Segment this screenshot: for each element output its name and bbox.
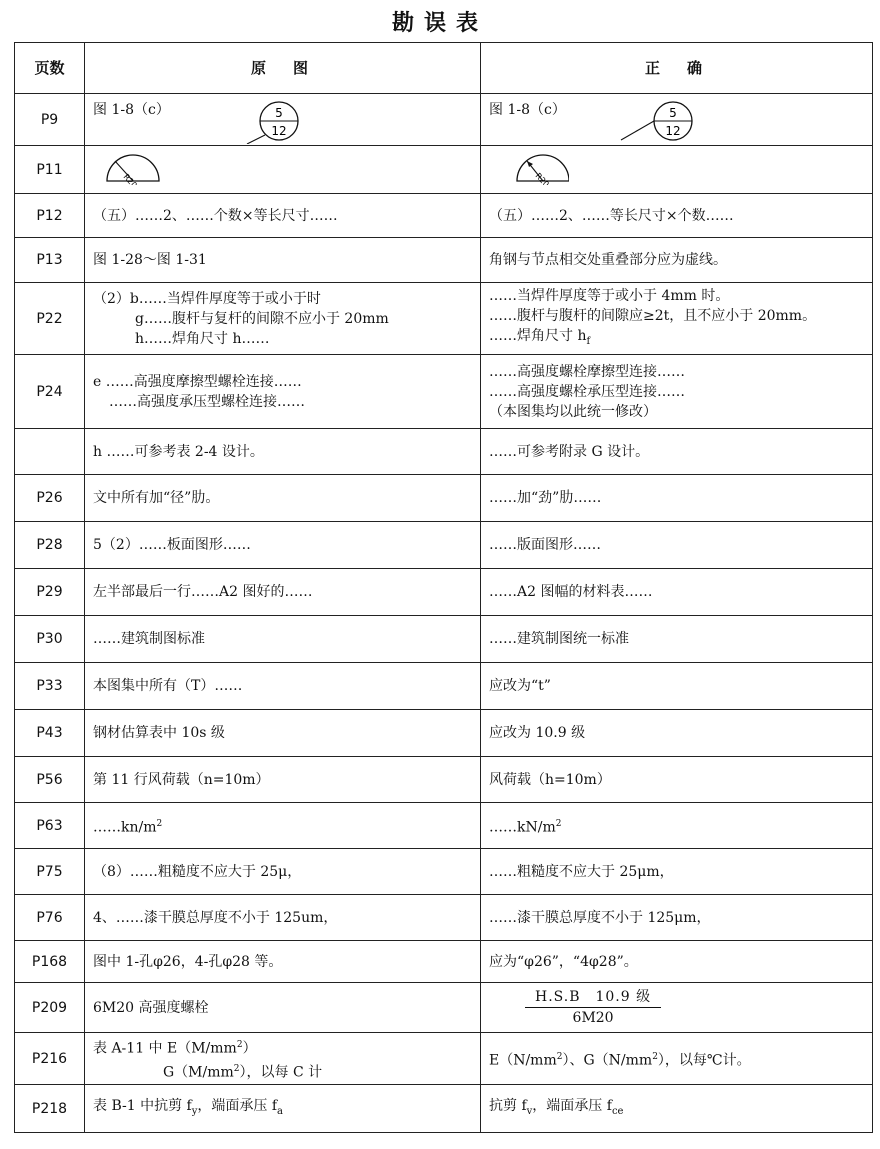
- fraction-bottom: 12: [271, 123, 287, 138]
- row-correct: 应改为“t”: [481, 663, 873, 710]
- row-page: P30: [15, 616, 85, 663]
- row-correct: 抗剪 $f_v$，端面承压 $f_{ce}$: [481, 1085, 873, 1133]
- table-row: [15, 238, 873, 283]
- row-page: P216: [15, 1033, 85, 1085]
- row-correct: 风荷载（h=10m）: [481, 757, 873, 803]
- row-correct: [481, 983, 873, 1033]
- row-original: 文中所有加“径”肋。: [85, 475, 481, 522]
- row-correct: ……高强度螺栓摩擦型连接…… ……高强度螺栓承压型连接…… （本图集均以此统一修改）: [481, 355, 873, 429]
- row-page: P75: [15, 849, 85, 895]
- row-original: 表 B-1 中抗剪 $f_y$，端面承压 $f_a$: [85, 1085, 481, 1133]
- row-page: P11: [15, 146, 85, 194]
- table-row: [15, 94, 873, 146]
- header-page: 页数: [15, 43, 85, 94]
- row-original: $\dots\dots kn/m^2$: [85, 803, 481, 849]
- row-page: P29: [15, 569, 85, 616]
- row-original: 图中 1-孔φ26，4-孔φ28 等。: [85, 941, 481, 983]
- row-page: P63: [15, 803, 85, 849]
- row-correct: ……加“劲”肋……: [481, 475, 873, 522]
- row-original: （2）b……当焊件厚度等于或小于时 g……腹杆与复杆的间隙不应小于 20mm h……焊角尺寸 h……: [85, 283, 481, 355]
- table-row: [15, 569, 873, 616]
- table-header-row: [15, 43, 873, 94]
- fraction-top: 5: [669, 105, 677, 120]
- row-original: e ……高强度摩擦型螺栓连接…… ……高强度承压型螺栓连接……: [85, 355, 481, 429]
- header-correct: 正 确: [481, 43, 873, 94]
- row-correct: ……粗糙度不应大于 25μm，: [481, 849, 873, 895]
- row-page: P26: [15, 475, 85, 522]
- hsb-fraction: $\frac{\text{H.S.B 10.9 级}}{6M20}$: [525, 987, 661, 1028]
- figure-1-8c-original: [93, 98, 472, 142]
- table-row: [15, 849, 873, 895]
- table-row: [15, 1085, 873, 1133]
- row-correct: [481, 146, 873, 194]
- table-row: [15, 1033, 873, 1085]
- table-row: [15, 355, 873, 429]
- table-row: [15, 283, 873, 355]
- row-correct: $\dots\dots kN/m^2$: [481, 803, 873, 849]
- figure-label: 图 1-8（c）: [93, 101, 170, 118]
- errata-table: [14, 42, 873, 1133]
- table-row: [15, 803, 873, 849]
- row-correct: ……版面图形……: [481, 522, 873, 569]
- row-correct: $E(N/mm^2)$、$G(N/mm^2)$，以每℃计。: [481, 1033, 873, 1085]
- row-original: （8）……粗糙度不应大于 25μ，: [85, 849, 481, 895]
- figure-label: 图 1-8（c）: [489, 101, 566, 118]
- figure-1-8c-correct: [489, 98, 864, 142]
- table-row: [15, 663, 873, 710]
- radius-label: R20: [533, 170, 551, 185]
- row-original: 4、……漆干膜总厚度不小于 125um，: [85, 895, 481, 941]
- row-correct: 角钢与节点相交处重叠部分应为虚线。: [481, 238, 873, 283]
- row-correct: ……漆干膜总厚度不小于 125μm，: [481, 895, 873, 941]
- row-page: P209: [15, 983, 85, 1033]
- row-correct: [481, 94, 873, 146]
- table-row: [15, 146, 873, 194]
- fraction-circle-figure: [223, 98, 303, 144]
- header-original: 原 图: [85, 43, 481, 94]
- row-original: 左半部最后一行……A2 图好的……: [85, 569, 481, 616]
- row-original: 本图集中所有（T）……: [85, 663, 481, 710]
- table-row: [15, 757, 873, 803]
- row-correct: ……建筑制图统一标准: [481, 616, 873, 663]
- row-page: P22: [15, 283, 85, 355]
- row-page: P218: [15, 1085, 85, 1133]
- table-row: [15, 710, 873, 757]
- row-page: P43: [15, 710, 85, 757]
- row-original: [85, 146, 481, 194]
- row-page: P76: [15, 895, 85, 941]
- table-row: [15, 194, 873, 238]
- row-correct: ……当焊件厚度等于或小于 4mm 时。 ……腹杆与腹杆的间隙应≥2t，且不应小于 20mm。 ……焊角尺寸 $h_f$: [481, 283, 873, 355]
- row-original: 钢材估算表中 10s 级: [85, 710, 481, 757]
- row-original: [85, 94, 481, 146]
- semicircle-radius-figure-original: [93, 149, 173, 185]
- table-row: [15, 429, 873, 475]
- row-page: P9: [15, 94, 85, 146]
- semicircle-radius-figure-correct: [489, 149, 569, 185]
- row-original: 图 1-28～图 1-31: [85, 238, 481, 283]
- row-page: [15, 429, 85, 475]
- row-page: P28: [15, 522, 85, 569]
- fraction-top: 5: [275, 105, 283, 120]
- page-title: 勘误表: [391, 11, 488, 36]
- row-page: P33: [15, 663, 85, 710]
- row-correct: 应为“φ26”，“4φ28”。: [481, 941, 873, 983]
- table-row: [15, 895, 873, 941]
- row-original: h ……可参考表 2-4 设计。: [85, 429, 481, 475]
- row-original: （五）……2、……个数×等长尺寸……: [85, 194, 481, 238]
- table-row: [15, 522, 873, 569]
- row-page: P13: [15, 238, 85, 283]
- row-original: 6M20 高强度螺栓: [85, 983, 481, 1033]
- row-original: 表 A-11 中 $E(M/mm^2)$ $G(M/mm^2)$，以每 C 计: [85, 1033, 481, 1085]
- row-page: P56: [15, 757, 85, 803]
- table-row: [15, 983, 873, 1033]
- row-correct: ……可参考附录 G 设计。: [481, 429, 873, 475]
- row-correct: 应改为 10.9 级: [481, 710, 873, 757]
- table-row: [15, 616, 873, 663]
- row-page: P24: [15, 355, 85, 429]
- row-correct: ……A2 图幅的材料表……: [481, 569, 873, 616]
- row-page: P12: [15, 194, 85, 238]
- radius-label: R20: [121, 171, 139, 185]
- row-original: 第 11 行风荷载（n=10m）: [85, 757, 481, 803]
- row-original: 5（2）……板面图形……: [85, 522, 481, 569]
- fraction-bottom: 12: [665, 123, 681, 138]
- table-row: [15, 475, 873, 522]
- row-page: P168: [15, 941, 85, 983]
- row-correct: （五）……2、……等长尺寸×个数……: [481, 194, 873, 238]
- row-original: ……建筑制图标准: [85, 616, 481, 663]
- table-row: [15, 941, 873, 983]
- fraction-circle-figure: [609, 98, 709, 144]
